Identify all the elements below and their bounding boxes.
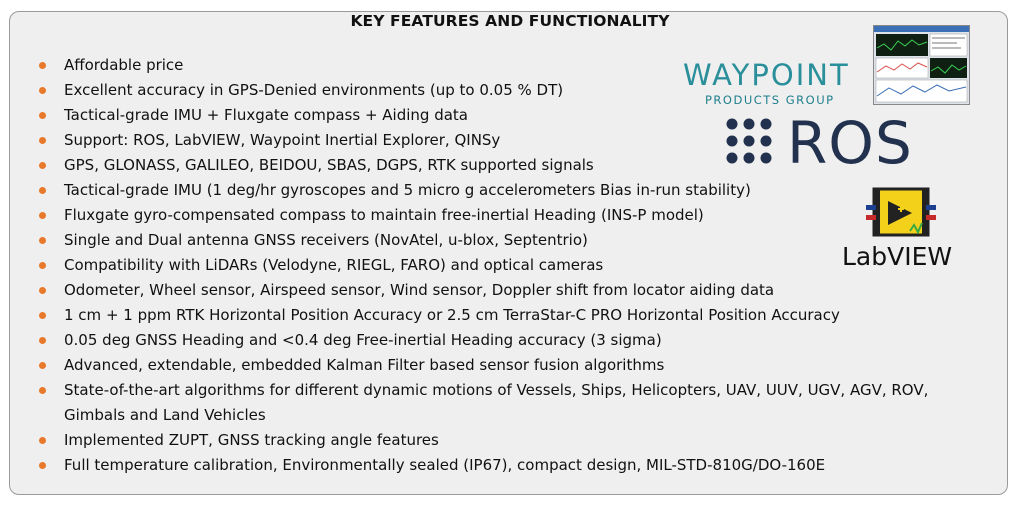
list-item: Fluxgate gyro-compensated compass to maintain free-inertial Heading (INS-P model) xyxy=(38,203,998,228)
list-item: Odometer, Wheel sensor, Airspeed sensor, Wind sensor, Doppler shift from locator aiding data xyxy=(38,278,998,303)
list-item: GPS, GLONASS, GALILEO, BEIDOU, SBAS, DGPS, RTK supported signals xyxy=(38,153,998,178)
list-item: State-of-the-art algorithms for different dynamic motions of Vessels, Ships, Helicopters, UAV, UUV, UGV, AGV, ROV, Gimbals and Land Vehicles xyxy=(38,378,994,428)
list-item: Implemented ZUPT, GNSS tracking angle features xyxy=(38,428,998,453)
waypoint-logo xyxy=(683,58,863,108)
list-item: Tactical-grade IMU (1 deg/hr gyroscopes and 5 micro g accelerometers Bias in-run stability) xyxy=(38,178,998,203)
list-item: Full temperature calibration, Environmentally sealed (IP67), compact design, MIL-STD-810G/DO-160E xyxy=(38,453,998,478)
list-item: Tactical-grade IMU + Fluxgate compass + Aiding data xyxy=(38,103,998,128)
list-item: Single and Dual antenna GNSS receivers (NovAtel, u-blox, Septentrio) xyxy=(38,228,998,253)
waypoint-subtitle: PRODUCTS GROUP xyxy=(705,93,835,107)
page-title: KEY FEATURES AND FUNCTIONALITY xyxy=(350,12,670,30)
ros-logo xyxy=(725,109,925,177)
list-item: Support: ROS, LabVIEW, Waypoint Inertial Explorer, QINSy xyxy=(38,128,998,153)
list-item: Compatibility with LiDARs (Velodyne, RIEGL, FARO) and optical cameras xyxy=(38,253,998,278)
ros-wordmark: ROS xyxy=(787,109,913,177)
list-item: Affordable price xyxy=(38,53,998,78)
list-item: Excellent accuracy in GPS-Denied environments (up to 0.05 % DT) xyxy=(38,78,998,103)
list-item: 1 cm + 1 ppm RTK Horizontal Position Accuracy or 2.5 cm TerraStar-C PRO Horizontal Position Accuracy xyxy=(38,303,998,328)
software-screenshot-icon xyxy=(873,25,970,105)
labview-logo xyxy=(838,185,968,280)
waypoint-wordmark: WAYPOINT xyxy=(683,58,850,92)
list-item: 0.05 deg GNSS Heading and <0.4 deg Free-inertial Heading accuracy (3 sigma) xyxy=(38,328,998,353)
labview-wordmark: LabVIEW xyxy=(842,242,953,271)
ros-dots-icon xyxy=(725,117,781,173)
labview-icon xyxy=(866,185,936,241)
list-item: Advanced, extendable, embedded Kalman Filter based sensor fusion algorithms xyxy=(38,353,998,378)
